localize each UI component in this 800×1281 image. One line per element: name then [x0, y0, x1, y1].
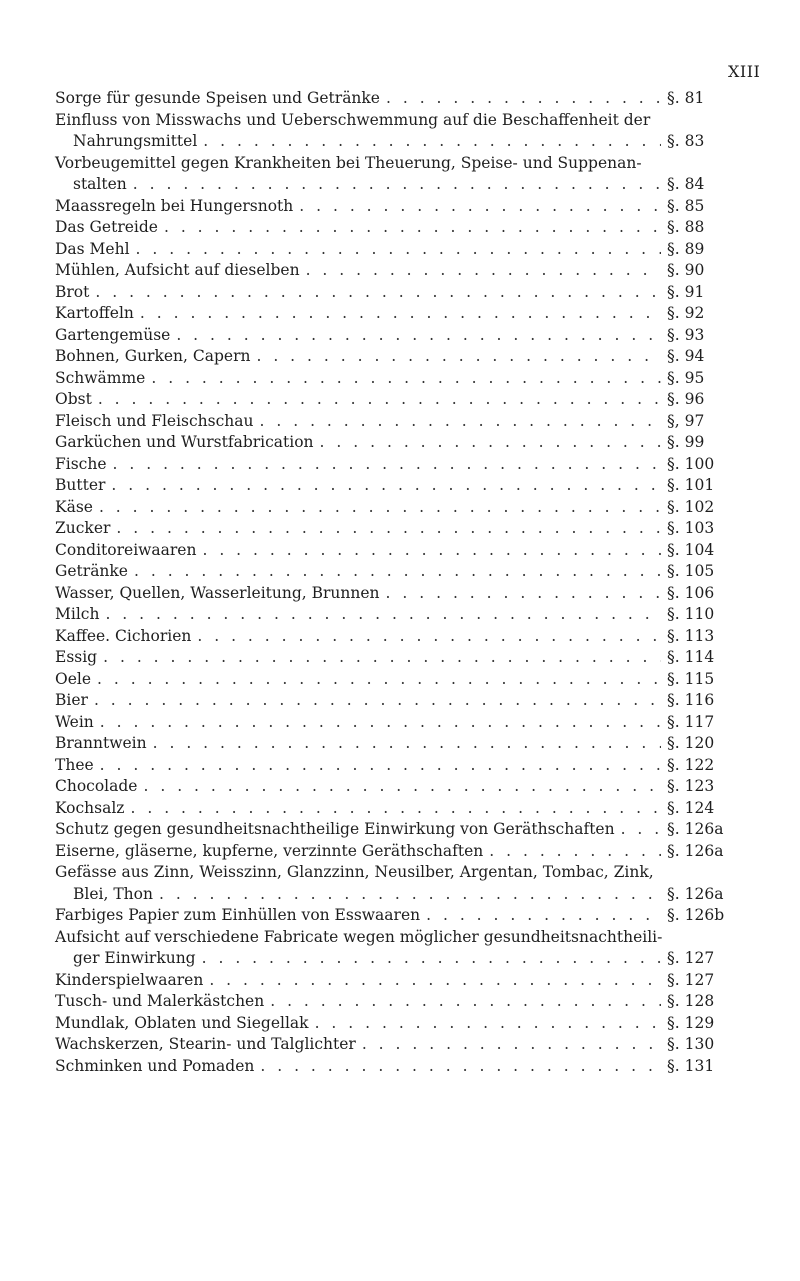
page-number: XIII — [728, 62, 761, 81]
toc-entry-line — [55, 905, 745, 927]
toc-entry-title: Brot — [55, 282, 90, 301]
toc-entry — [55, 626, 745, 648]
toc-entry — [55, 411, 745, 433]
toc-entry-line — [55, 239, 745, 261]
toc-entry-title: Fische — [55, 454, 107, 473]
toc-entry-title: Sorge für gesunde Speisen und Getränke — [55, 89, 380, 107]
toc-entry-title: Essig — [55, 648, 98, 666]
toc-entry-section-ref: §. 103 — [667, 519, 715, 537]
toc-entry-section-ref: §. 126a — [667, 884, 724, 903]
dot-leader — [151, 368, 661, 390]
toc-entry-title: Vorbeugemittel gegen Krankheiten bei Theuerung, Speise- und Suppenan- — [55, 153, 642, 172]
dot-leader — [116, 518, 661, 540]
toc-entry-title: Kaffee. Cichorien — [55, 626, 192, 645]
toc-entry — [55, 368, 745, 390]
dot-leader — [621, 819, 661, 841]
toc-entry — [55, 970, 745, 992]
toc-entry-section-ref: §. 122 — [667, 755, 715, 774]
dot-leader — [99, 497, 661, 519]
toc-entry-section-ref: §. 96 — [667, 390, 705, 408]
dot-leader — [159, 884, 661, 906]
toc-entry-title: Wachskerzen, Stearin- und Talglichter — [55, 1035, 356, 1053]
toc-entry — [55, 540, 745, 562]
toc-entry-section-ref: §. 81 — [667, 89, 705, 107]
toc-entry — [55, 325, 745, 347]
toc-entry-title: Chocolade — [55, 777, 138, 795]
toc-entry-line — [55, 432, 745, 454]
toc-entry — [55, 798, 745, 820]
dot-leader — [489, 841, 661, 863]
toc-entry-title: Kinderspielwaaren — [55, 970, 204, 989]
toc-entry-line-wrapped — [55, 862, 745, 884]
toc-entry-section-ref: §. 88 — [667, 218, 705, 236]
toc-entry — [55, 690, 745, 712]
toc-entry-section-ref: §. 129 — [667, 1013, 715, 1032]
toc-entry-line — [55, 389, 745, 411]
dot-leader — [133, 174, 661, 196]
dot-leader — [134, 561, 661, 583]
toc-entry-line — [55, 604, 745, 626]
dot-leader — [113, 454, 661, 476]
toc-entry-title: Käse — [55, 497, 93, 516]
toc-entry-line — [55, 755, 745, 777]
toc-entry — [55, 991, 745, 1013]
table-of-contents — [55, 88, 745, 1077]
toc-entry-section-ref: §. 84 — [667, 175, 705, 193]
toc-entry — [55, 454, 745, 476]
dot-leader — [362, 1034, 661, 1056]
toc-entry-title: Bier — [55, 691, 88, 709]
toc-entry — [55, 669, 745, 691]
toc-entry — [55, 927, 745, 970]
toc-entry-section-ref: §. 128 — [667, 992, 715, 1010]
toc-entry-line — [55, 303, 745, 325]
toc-entry-section-ref: §. 106 — [667, 583, 715, 602]
toc-entry-line — [55, 88, 745, 110]
toc-entry-line — [55, 217, 745, 239]
dot-leader — [94, 690, 661, 712]
toc-entry-title: Kartoffeln — [55, 304, 134, 322]
toc-entry-title: Obst — [55, 390, 92, 408]
dot-leader — [202, 948, 661, 970]
dot-leader — [256, 346, 661, 368]
toc-entry — [55, 841, 745, 863]
dot-leader — [260, 1056, 661, 1078]
toc-entry — [55, 776, 745, 798]
toc-entry-section-ref: §. 85 — [667, 196, 705, 215]
toc-entry-title: Oele — [55, 669, 92, 688]
toc-entry — [55, 153, 745, 196]
toc-entry-line — [55, 712, 745, 734]
toc-entry-section-ref: §. 123 — [667, 777, 715, 795]
toc-entry-line — [55, 196, 745, 218]
dot-leader — [143, 776, 661, 798]
toc-entry-title: Tusch- und Malerkästchen — [55, 992, 265, 1010]
toc-entry-title: Conditoreiwaaren — [55, 540, 197, 559]
toc-entry — [55, 604, 745, 626]
toc-entry — [55, 217, 745, 239]
toc-entry-line — [55, 1013, 745, 1035]
toc-entry-title: Wein — [55, 712, 94, 731]
toc-entry-section-ref: §. 124 — [667, 798, 715, 817]
dot-leader — [320, 432, 661, 454]
toc-entry-line — [55, 991, 745, 1013]
toc-entry — [55, 346, 745, 368]
toc-entry — [55, 110, 745, 153]
toc-entry-section-ref: §. 114 — [667, 648, 715, 666]
toc-entry-line — [55, 819, 745, 841]
toc-entry-line-wrapped — [55, 110, 745, 132]
toc-entry-line — [55, 518, 745, 540]
dot-leader — [299, 196, 661, 218]
toc-entry — [55, 432, 745, 454]
toc-entry — [55, 196, 745, 218]
toc-entry — [55, 497, 745, 519]
toc-entry-section-ref: §. 95 — [667, 368, 705, 387]
toc-entry-line — [55, 669, 745, 691]
toc-entry-line — [55, 733, 745, 755]
dot-leader — [95, 282, 661, 304]
toc-entry-title: Kochsalz — [55, 798, 125, 817]
dot-leader — [130, 798, 661, 820]
toc-entry-line — [55, 497, 745, 519]
toc-entry-section-ref: §. 89 — [667, 239, 705, 258]
toc-entry-line — [55, 1056, 745, 1078]
dot-leader — [315, 1013, 661, 1035]
toc-entry-title: Nahrungsmittel — [73, 132, 198, 150]
toc-entry-line — [55, 475, 745, 497]
toc-entry-line — [55, 131, 745, 153]
toc-entry-line — [55, 325, 745, 347]
toc-entry-title: Fleisch und Fleischschau — [55, 411, 254, 430]
toc-entry-title: Wasser, Quellen, Wasserleitung, Brunnen — [55, 583, 380, 602]
toc-entry-section-ref: §. 94 — [667, 347, 705, 365]
dot-leader — [209, 970, 661, 992]
toc-entry-title: Schutz gegen gesundheitsnachtheilige Einwirkung von Geräthschaften — [55, 820, 615, 838]
toc-entry-title: Zucker — [55, 519, 111, 537]
toc-entry-line — [55, 282, 745, 304]
toc-entry-line — [55, 1034, 745, 1056]
toc-entry-section-ref: §. 101 — [667, 476, 715, 494]
toc-entry-title: Mundlak, Oblaten und Siegellak — [55, 1013, 309, 1032]
toc-entry-line — [55, 884, 745, 906]
toc-entry-section-ref: §. 110 — [667, 605, 715, 623]
dot-leader — [203, 131, 661, 153]
toc-entry-line — [55, 540, 745, 562]
toc-entry-line — [55, 561, 745, 583]
toc-entry-title: Eiserne, gläserne, kupferne, verzinnte Geräthschaften — [55, 841, 484, 860]
toc-entry-section-ref: §. 126a — [667, 841, 724, 860]
dot-leader — [197, 626, 661, 648]
toc-entry — [55, 260, 745, 282]
toc-entry — [55, 905, 745, 927]
toc-entry-section-ref: §. 127 — [667, 949, 715, 967]
toc-entry-line — [55, 841, 745, 863]
toc-entry-line — [55, 647, 745, 669]
toc-entry-section-ref: §. 116 — [667, 691, 715, 709]
toc-entry-line-wrapped — [55, 927, 745, 949]
toc-entry-line — [55, 626, 745, 648]
toc-entry-section-ref: §, 97 — [667, 411, 705, 430]
toc-entry-line — [55, 798, 745, 820]
toc-entry-title: Maassregeln bei Hungersnoth — [55, 196, 294, 215]
toc-entry-section-ref: §. 99 — [667, 433, 705, 451]
dot-leader — [176, 325, 661, 347]
toc-entry — [55, 862, 745, 905]
toc-entry-line — [55, 690, 745, 712]
toc-entry-title: stalten — [73, 175, 127, 193]
toc-entry-title: Farbiges Papier zum Einhüllen von Esswaaren — [55, 906, 421, 924]
toc-entry-title: Gartengemüse — [55, 325, 171, 344]
toc-entry-title: Das Getreide — [55, 218, 158, 236]
toc-entry — [55, 583, 745, 605]
toc-entry — [55, 712, 745, 734]
toc-entry — [55, 282, 745, 304]
toc-entry-line — [55, 346, 745, 368]
toc-entry-title: Einfluss von Misswachs und Ueberschwemmung auf die Beschaffenheit der — [55, 110, 651, 129]
toc-entry-title: Butter — [55, 476, 106, 494]
toc-entry-line — [55, 411, 745, 433]
toc-entry-section-ref: §. 120 — [667, 734, 715, 752]
toc-entry-section-ref: §. 130 — [667, 1035, 715, 1053]
toc-entry-line — [55, 174, 745, 196]
dot-leader — [260, 411, 661, 433]
toc-entry-title: Schminken und Pomaden — [55, 1056, 255, 1075]
toc-entry-title: Blei, Thon — [73, 884, 153, 903]
toc-entry-line — [55, 583, 745, 605]
toc-entry-section-ref: §. 90 — [667, 261, 705, 279]
toc-entry-line — [55, 970, 745, 992]
toc-entry-section-ref: §. 126a — [667, 820, 724, 838]
toc-entry — [55, 733, 745, 755]
dot-leader — [98, 389, 661, 411]
toc-entry-section-ref: §. 92 — [667, 304, 705, 322]
toc-entry-line — [55, 948, 745, 970]
dot-leader — [100, 755, 661, 777]
toc-entry-title: Mühlen, Aufsicht auf dieselben — [55, 261, 300, 279]
dot-leader — [100, 712, 661, 734]
dot-leader — [202, 540, 661, 562]
dot-leader — [386, 88, 661, 110]
toc-entry — [55, 389, 745, 411]
toc-entry — [55, 1034, 745, 1056]
toc-entry-section-ref: §. 117 — [667, 712, 715, 731]
dot-leader — [111, 475, 661, 497]
toc-entry — [55, 561, 745, 583]
toc-entry — [55, 475, 745, 497]
toc-entry-title: Bohnen, Gurken, Capern — [55, 347, 251, 365]
toc-entry — [55, 1013, 745, 1035]
toc-entry-line — [55, 368, 745, 390]
dot-leader — [97, 669, 661, 691]
toc-entry-line — [55, 454, 745, 476]
toc-entry-title: Garküchen und Wurstfabrication — [55, 433, 314, 451]
toc-entry-title: Getränke — [55, 562, 128, 580]
toc-entry-title: Aufsicht auf verschiedene Fabricate wegen möglicher gesundheitsnachtheili- — [55, 927, 663, 946]
toc-entry — [55, 239, 745, 261]
toc-entry-line-wrapped — [55, 153, 745, 175]
toc-entry-title: Schwämme — [55, 368, 146, 387]
dot-leader — [103, 647, 661, 669]
toc-entry-section-ref: §. 113 — [667, 626, 715, 645]
dot-leader — [426, 905, 661, 927]
toc-entry-title: ger Einwirkung — [73, 949, 196, 967]
toc-entry-section-ref: §. 100 — [667, 454, 715, 473]
toc-entry-title: Gefässe aus Zinn, Weisszinn, Glanzzinn, Neusilber, Argentan, Tombac, Zink, — [55, 863, 654, 881]
toc-entry-section-ref: §. 91 — [667, 282, 705, 301]
toc-entry-title: Branntwein — [55, 734, 147, 752]
dot-leader — [306, 260, 661, 282]
dot-leader — [136, 239, 661, 261]
dot-leader — [270, 991, 661, 1013]
dot-leader — [105, 604, 661, 626]
dot-leader — [140, 303, 661, 325]
toc-entry-line — [55, 260, 745, 282]
toc-entry-title: Milch — [55, 605, 100, 623]
toc-entry — [55, 518, 745, 540]
toc-entry — [55, 1056, 745, 1078]
toc-entry-section-ref: §. 93 — [667, 325, 705, 344]
dot-leader — [164, 217, 661, 239]
toc-entry-line — [55, 776, 745, 798]
toc-entry — [55, 755, 745, 777]
dot-leader — [153, 733, 661, 755]
toc-entry — [55, 647, 745, 669]
toc-entry-section-ref: §. 105 — [667, 562, 715, 580]
toc-entry-title: Das Mehl — [55, 239, 130, 258]
toc-entry — [55, 303, 745, 325]
toc-entry-section-ref: §. 83 — [667, 132, 705, 150]
toc-entry-section-ref: §. 102 — [667, 497, 715, 516]
toc-entry — [55, 88, 745, 110]
toc-entry-section-ref: §. 104 — [667, 540, 715, 559]
toc-entry-section-ref: §. 115 — [667, 669, 715, 688]
toc-entry — [55, 819, 745, 841]
toc-entry-section-ref: §. 126b — [667, 906, 725, 924]
toc-entry-section-ref: §. 131 — [667, 1056, 715, 1075]
toc-entry-section-ref: §. 127 — [667, 970, 715, 989]
toc-entry-title: Thee — [55, 755, 94, 774]
dot-leader — [386, 583, 661, 605]
